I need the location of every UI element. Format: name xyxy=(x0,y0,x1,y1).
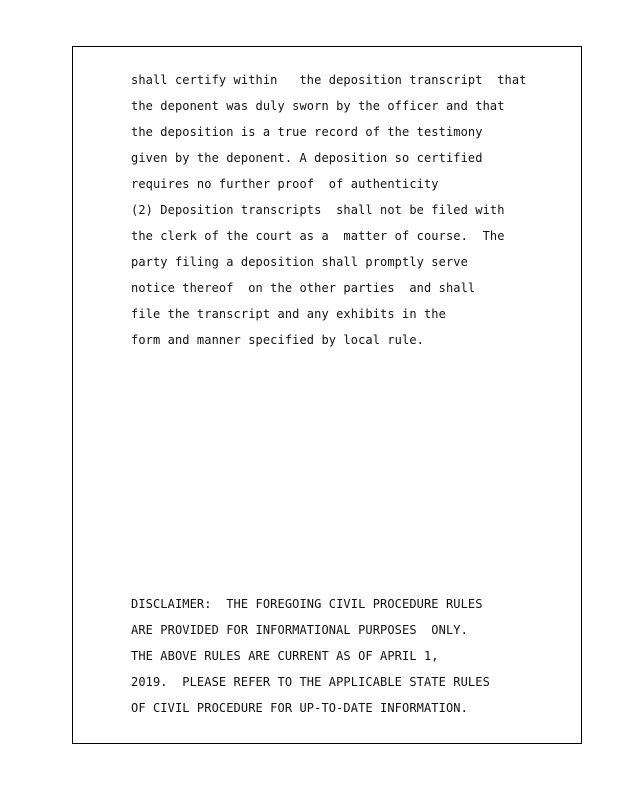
disclaimer-line: OF CIVIL PROCEDURE FOR UP-TO-DATE INFORMATION. xyxy=(131,701,468,715)
disclaimer-block xyxy=(131,591,490,721)
rule-text-line: notice thereof on the other parties and shall xyxy=(131,281,476,295)
rule-text-line: the clerk of the court as a matter of course. The xyxy=(131,229,505,243)
rule-text-line: given by the deponent. A deposition so certified xyxy=(131,151,483,165)
rule-text-line: (2) Deposition transcripts shall not be filed with xyxy=(131,203,505,217)
rule-text-line: party filing a deposition shall promptly serve xyxy=(131,255,468,269)
rule-text-line: shall certify within the deposition transcript that xyxy=(131,73,527,87)
disclaimer-line: DISCLAIMER: THE FOREGOING CIVIL PROCEDURE RULES xyxy=(131,597,483,611)
rule-text-block xyxy=(131,67,527,353)
rule-text-line: requires no further proof of authenticity xyxy=(131,177,439,191)
disclaimer-line: ARE PROVIDED FOR INFORMATIONAL PURPOSES ONLY. xyxy=(131,623,468,637)
disclaimer-line: THE ABOVE RULES ARE CURRENT AS OF APRIL 1, xyxy=(131,649,439,663)
rule-text-line: file the transcript and any exhibits in the xyxy=(131,307,446,321)
disclaimer-line: 2019. PLEASE REFER TO THE APPLICABLE STATE RULES xyxy=(131,675,490,689)
document-page xyxy=(72,46,582,744)
rule-text-line: form and manner specified by local rule. xyxy=(131,333,424,347)
rule-text-line: the deponent was duly sworn by the officer and that xyxy=(131,99,505,113)
rule-text-line: the deposition is a true record of the testimony xyxy=(131,125,483,139)
